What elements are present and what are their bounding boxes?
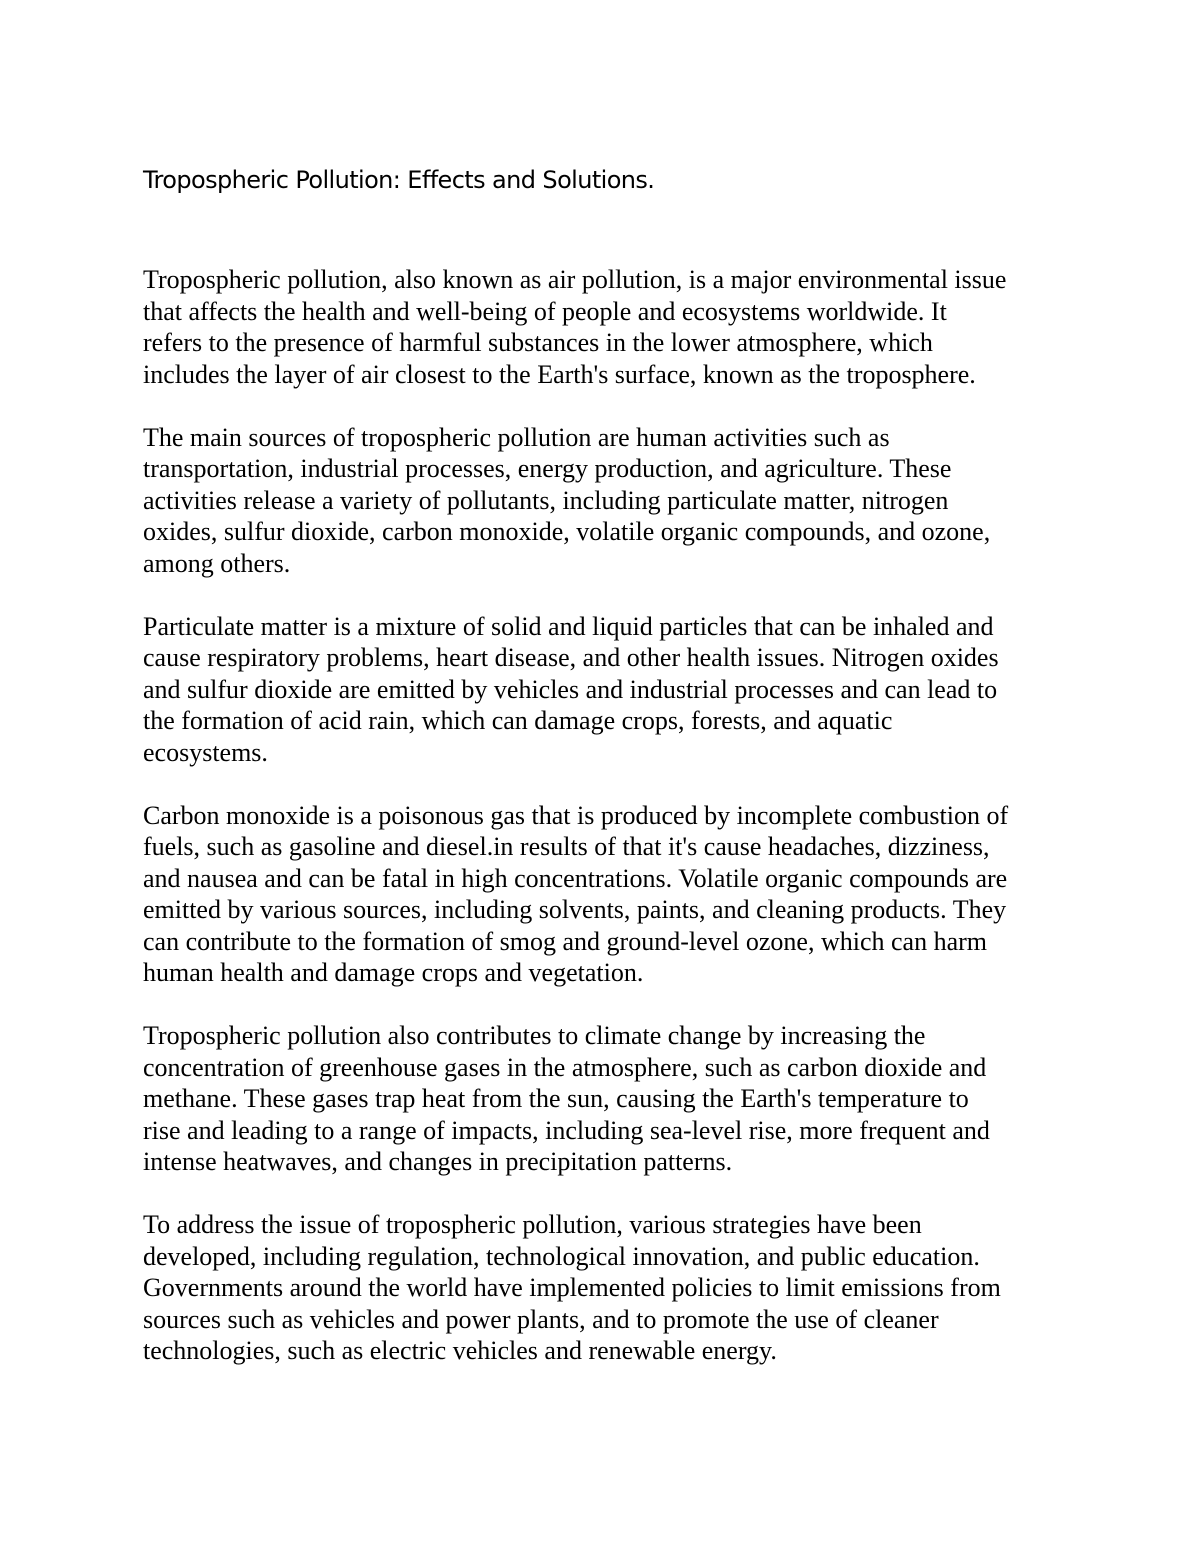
text-line: includes the layer of air closest to the Earth's surface, known as the troposphere.: [143, 359, 976, 389]
text-line: sources such as vehicles and power plants, and to promote the use of cleaner: [143, 1304, 939, 1334]
paragraph: [143, 611, 1073, 769]
text-line: developed, including regulation, technological innovation, and public education.: [143, 1241, 980, 1271]
text-line: human health and damage crops and vegetation.: [143, 958, 644, 987]
text-line: The main sources of tropospheric pollution are human activities such as: [143, 422, 890, 452]
text-line: among others.: [143, 548, 291, 578]
text-line: emitted by various sources, including solvents, paints, and cleaning products. They: [143, 895, 1007, 924]
text-line: Carbon monoxide is a poisonous gas that is produced by incomplete combustion of: [143, 800, 1009, 830]
paragraph: [143, 264, 1073, 390]
text-line: and nausea and can be fatal in high concentrations. Volatile organic compounds are: [143, 863, 1008, 893]
text-line: that affects the health and well-being of people and ecosystems worldwide. It: [143, 296, 947, 326]
text-line: can contribute to the formation of smog and ground-level ozone, which can harm: [143, 926, 988, 956]
text-line: transportation, industrial processes, energy production, and agriculture. These: [143, 454, 952, 483]
text-line: fuels, such as gasoline and diesel.in results of that it's cause headaches, dizziness,: [143, 832, 990, 861]
text-line: refers to the presence of harmful substances in the lower atmosphere, which: [143, 328, 933, 357]
document-title: Tropospheric Pollution: Effects and Solutions.: [143, 166, 655, 194]
text-line: Tropospheric pollution also contributes to climate change by increasing the: [143, 1021, 926, 1050]
paragraph: [143, 800, 1073, 989]
text-line: cause respiratory problems, heart disease, and other health issues. Nitrogen oxides: [143, 643, 999, 672]
text-line: oxides, sulfur dioxide, carbon monoxide, volatile organic compounds, and ozone,: [143, 517, 991, 546]
text-line: methane. These gases trap heat from the sun, causing the Earth's temperature to: [143, 1084, 969, 1113]
text-line: intense heatwaves, and changes in precipitation patterns.: [143, 1147, 733, 1176]
paragraph: [143, 422, 1073, 580]
text-line: Tropospheric pollution, also known as air pollution, is a major environmental issue: [143, 265, 1007, 294]
text-line: rise and leading to a range of impacts, including sea-level rise, more frequent and: [143, 1115, 990, 1145]
text-line: activities release a variety of pollutants, including particulate matter, nitrogen: [143, 485, 949, 515]
text-line: Particulate matter is a mixture of solid and liquid particles that can be inhaled and: [143, 611, 994, 641]
paragraph: [143, 1020, 1073, 1178]
document-body: [143, 264, 1073, 1398]
text-line: To address the issue of tropospheric pollution, various strategies have been: [143, 1210, 922, 1239]
text-line: and sulfur dioxide are emitted by vehicles and industrial processes and can lead to: [143, 674, 998, 704]
text-line: concentration of greenhouse gases in the atmosphere, such as carbon dioxide and: [143, 1052, 987, 1082]
text-line: technologies, such as electric vehicles and renewable energy.: [143, 1336, 777, 1365]
paragraph: [143, 1209, 1073, 1367]
text-line: ecosystems.: [143, 737, 268, 767]
text-line: Governments around the world have implemented policies to limit emissions from: [143, 1273, 1001, 1302]
text-line: the formation of acid rain, which can damage crops, forests, and aquatic: [143, 706, 893, 735]
